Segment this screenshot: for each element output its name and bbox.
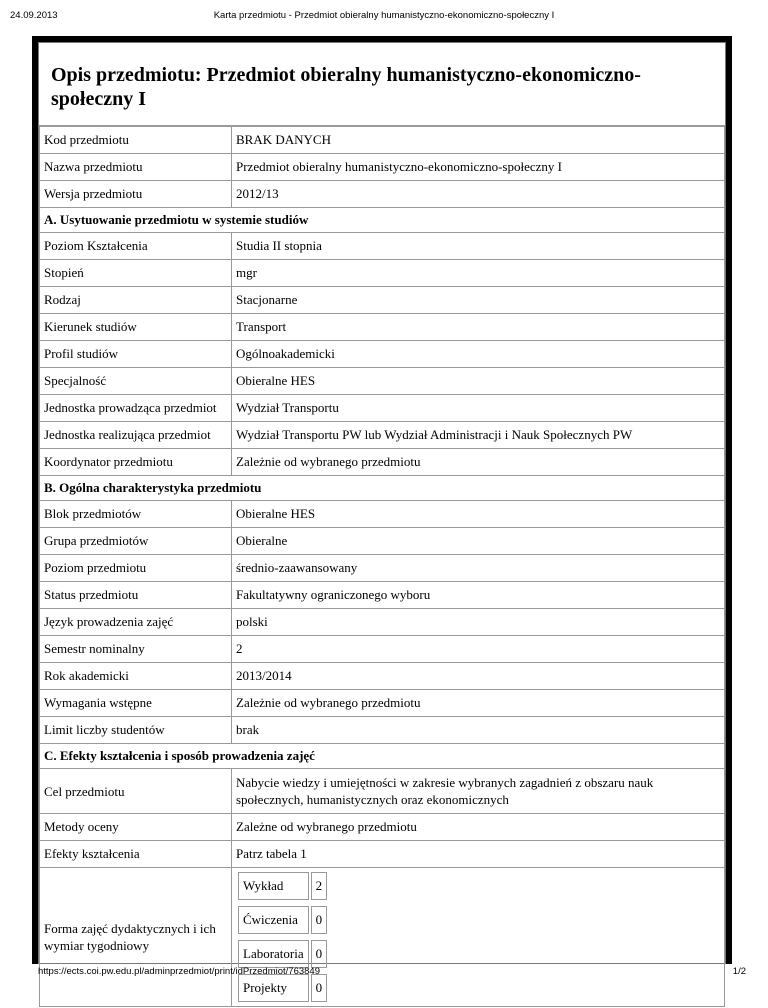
row-label: Limit liczby studentów [40,717,232,744]
row-value: BRAK DANYCH [232,127,725,154]
section-a-title: A. Usytuowanie przedmiotu w systemie studiów [40,208,725,233]
section-header-row [40,208,725,233]
row-value: Obieralne HES [232,501,725,528]
row-label: Stopień [40,260,232,287]
row-label: Nazwa przedmiotu [40,154,232,181]
row-value: Wydział Transportu PW lub Wydział Administracji i Nauk Społecznych PW [232,422,725,449]
table-row [40,287,725,314]
row-value: Przedmiot obieralny humanistyczno-ekonomiczno-społeczny I [232,154,725,181]
row-label: Wymagania wstępne [40,690,232,717]
forma-name: Ćwiczenia [238,906,309,934]
forma-name: Projekty [238,974,309,1002]
print-url: https://ects.coi.pw.edu.pl/adminprzedmiot/print/idPrzedmiot/763849 [38,966,320,977]
table-row [40,636,725,663]
table-row [40,314,725,341]
table-row [40,582,725,609]
row-value: polski [232,609,725,636]
row-label: Specjalność [40,368,232,395]
print-footer [0,966,768,982]
row-label: Metody oceny [40,814,232,841]
forma-name: Wykład [238,872,309,900]
row-value: Wydział Transportu [232,395,725,422]
row-label: Efekty kształcenia [40,841,232,868]
row-label: Kod przedmiotu [40,127,232,154]
forma-row [238,906,327,934]
row-label: Poziom Kształcenia [40,233,232,260]
row-value: Ogólnoakademicki [232,341,725,368]
table-row [40,449,725,476]
table-row [40,814,725,841]
table-row [40,769,725,814]
row-value: Studia II stopnia [232,233,725,260]
forma-hours: 0 [311,974,328,1002]
row-value: Stacjonarne [232,287,725,314]
row-label: Blok przedmiotów [40,501,232,528]
row-label: Profil studiów [40,341,232,368]
forma-row [238,940,327,968]
print-title: Karta przedmiotu - Przedmiot obieralny humanistyczno-ekonomiczno-społeczny I [213,10,555,21]
table-row [40,663,725,690]
table-row [40,395,725,422]
row-value: Zależnie od wybranego przedmiotu [232,449,725,476]
forma-hours: 0 [311,906,328,934]
row-value: Zależne od wybranego przedmiotu [232,814,725,841]
section-c-title: C. Efekty kształcenia i sposób prowadzenia zajęć [40,744,725,769]
table-row [40,260,725,287]
forma-hours: 2 [311,872,328,900]
page-number: 1/2 [732,966,746,977]
table-row [40,555,725,582]
table-row [40,841,725,868]
row-value [232,868,725,1007]
table-row [40,868,725,1007]
table-row [40,341,725,368]
page-title: Opis przedmiotu: Przedmiot obieralny humanistyczno-ekonomiczno-społeczny I [39,43,725,126]
table-row [40,233,725,260]
table-row [40,422,725,449]
row-label: Kierunek studiów [40,314,232,341]
section-b-title: B. Ogólna charakterystyka przedmiotu [40,476,725,501]
table-row [40,717,725,744]
row-value: Obieralne HES [232,368,725,395]
row-value: średnio-zaawansowany [232,555,725,582]
row-value: 2012/13 [232,181,725,208]
table-row [40,154,725,181]
row-label: Rodzaj [40,287,232,314]
table-row [40,528,725,555]
print-header [0,10,768,26]
row-value: Transport [232,314,725,341]
row-value: Fakultatywny ograniczonego wyboru [232,582,725,609]
row-label: Status przedmiotu [40,582,232,609]
table-row [40,690,725,717]
row-value: mgr [232,260,725,287]
forma-name: Laboratoria [238,940,309,968]
row-value: Obieralne [232,528,725,555]
table-row [40,127,725,154]
section-header-row [40,476,725,501]
row-value: brak [232,717,725,744]
row-label: Forma zajęć dydaktycznych i ich wymiar tygodniowy [40,868,232,1007]
row-label: Poziom przedmiotu [40,555,232,582]
row-label: Wersja przedmiotu [40,181,232,208]
course-info-table [39,126,725,1007]
forma-zajec-table [236,866,329,1008]
row-label: Rok akademicki [40,663,232,690]
row-label: Cel przedmiotu [40,769,232,814]
table-row [40,501,725,528]
forma-hours: 0 [311,940,328,968]
row-value: Zależnie od wybranego przedmiotu [232,690,725,717]
row-label: Grupa przedmiotów [40,528,232,555]
row-value: Nabycie wiedzy i umiejętności w zakresie wybranych zagadnień z obszaru nauk społecznych, humanistycznych oraz ekonomicznych [232,769,725,814]
row-label: Jednostka prowadząca przedmiot [40,395,232,422]
print-date: 24.09.2013 [10,10,58,21]
row-label: Koordynator przedmiotu [40,449,232,476]
row-value: Patrz tabela 1 [232,841,725,868]
row-value: 2013/2014 [232,663,725,690]
row-label: Język prowadzenia zajęć [40,609,232,636]
table-row [40,181,725,208]
row-value: 2 [232,636,725,663]
forma-row [238,872,327,900]
table-row [40,368,725,395]
row-label: Jednostka realizująca przedmiot [40,422,232,449]
row-label: Semestr nominalny [40,636,232,663]
section-header-row [40,744,725,769]
table-row [40,609,725,636]
